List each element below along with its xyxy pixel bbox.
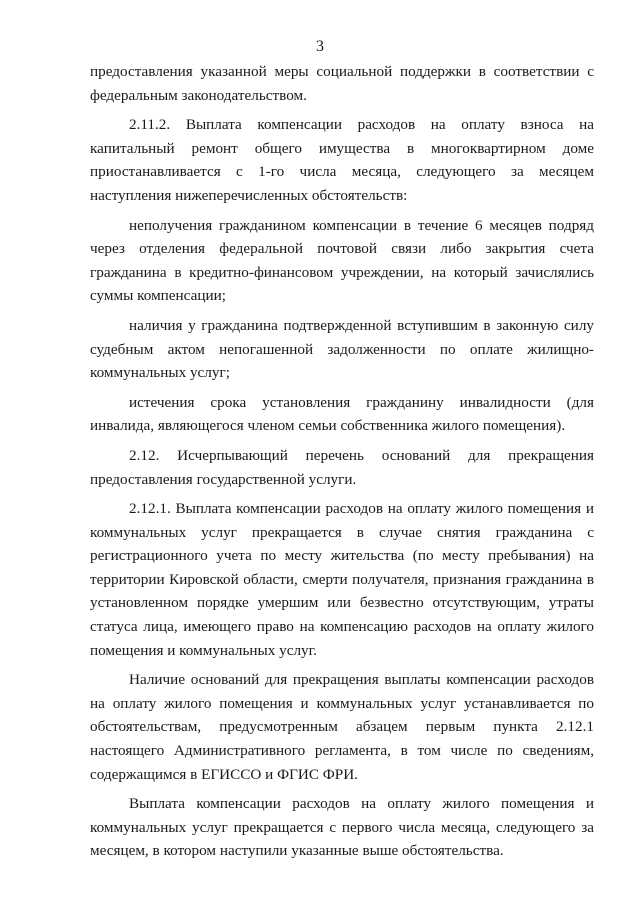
- paragraph-condition-disability: истечения срока установления гражданину инвалидности (для инвалида, являющегося членом семьи собственника жилого помещения).: [90, 393, 594, 435]
- paragraph-condition-non-receipt: неполучения гражданином компенсации в течение 6 месяцев подряд через отделения федеральной почтовой связи либо закрытия счета гражданина в кредитно-финансовом учреждении, на который зачислялись суммы компенсации;: [90, 216, 594, 305]
- paragraph-2-12-1: 2.12.1. Выплата компенсации расходов на оплату жилого помещения и коммунальных услуг прекращается в случае снятия гражданина с регистрационного учета по месту жительства (по месту пребывания) на территории Кировской области, смерти получателя, признания гражданина в установленном порядке умершим или безвестно отсутствующим, утраты статуса лица, имеющего право на компенсацию расходов на оплату жилого помещения и коммунальных услуг.: [90, 500, 594, 659]
- paragraph-continuation: предоставления указанной меры социальной поддержки в соответствии с федеральным законодательством.: [90, 63, 594, 104]
- page-number: 3: [316, 38, 324, 55]
- paragraph-termination-date: Выплата компенсации расходов на оплату жилого помещения и коммунальных услуг прекращается с первого числа месяца, следующего за месяцем, в котором наступили указанные выше обстоятельства.: [90, 795, 594, 860]
- paragraph-condition-debt: наличия у гражданина подтвержденной вступившим в законную силу судебным актом непогашенной задолженности по оплате жилищно-коммунальных услуг;: [90, 316, 594, 382]
- document-body: [90, 60, 594, 863]
- paragraph-2-12: 2.12. Исчерпывающий перечень оснований для прекращения предоставления государственной услуги.: [90, 446, 594, 488]
- paragraph-grounds: Наличие оснований для прекращения выплаты компенсации расходов на оплату жилого помещения и коммунальных услуг устанавливается по обстоятельствам, предусмотренным абзацем первым пункта 2.12.1 настоящего Административного регламента, в том числе по сведениям, содержащимся в ЕГИССО и ФГИС ФРИ.: [90, 671, 594, 783]
- paragraph-2-11-2: 2.11.2. Выплата компенсации расходов на оплату взноса на капитальный ремонт общего имущества в многоквартирном доме приостанавливается с 1-го числа месяца, следующего за месяцем наступления нижеперечисленных обстоятельств:: [90, 116, 594, 204]
